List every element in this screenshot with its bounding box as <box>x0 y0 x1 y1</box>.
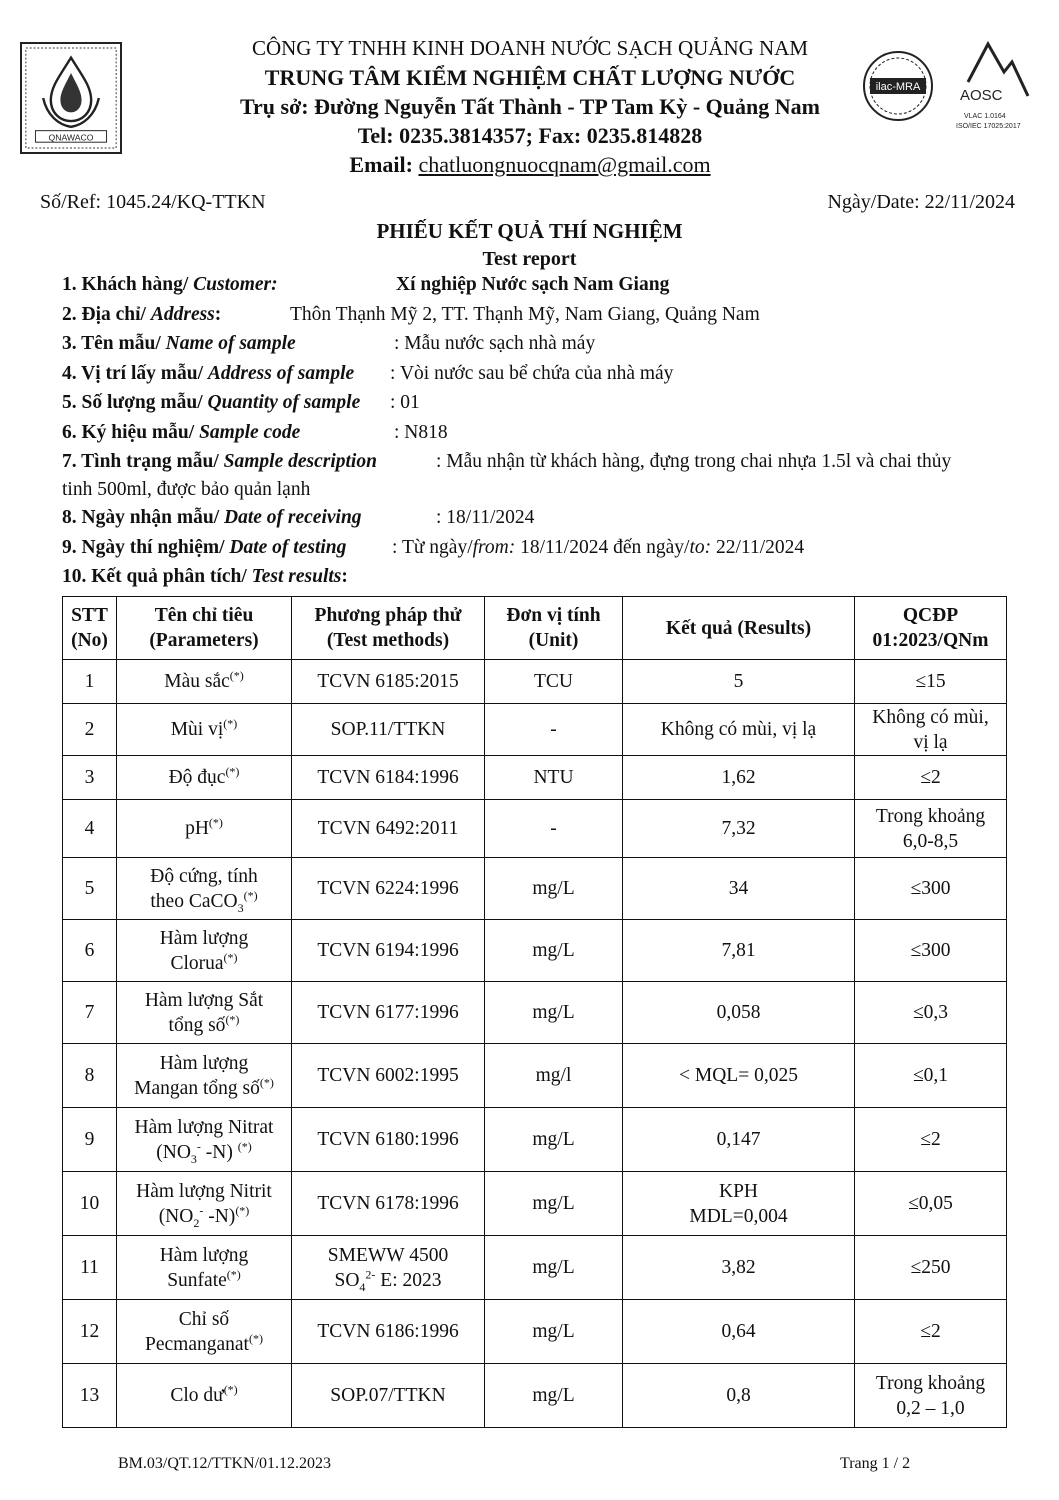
cell-unit: mg/L <box>485 920 623 982</box>
report-date: Ngày/Date: 22/11/2024 <box>827 191 1015 213</box>
contact-email: Email: chatluongnuocqnam@gmail.com <box>349 152 711 177</box>
cell-unit: mg/L <box>485 1300 623 1364</box>
organization-header <box>150 34 910 179</box>
cell-parameter: Màu sắc(*) <box>117 660 292 704</box>
cell-method: TCVN 6185:2015 <box>292 660 485 704</box>
date-testing-value: : Từ ngày/from: 18/11/2024 đến ngày/to: 22/11/2024 <box>392 536 805 558</box>
cell-result: 7,81 <box>623 920 855 982</box>
cell-unit: mg/L <box>485 1108 623 1172</box>
info-sample-quantity: 5. Số lượng mẫu/ Quantity of sample : 01 <box>62 392 420 413</box>
company-logo <box>20 42 122 154</box>
table-row <box>63 704 1007 756</box>
info-date-testing: 9. Ngày thí nghiệm/ Date of testing : Từ ngày/from: 18/11/2024 đến ngày/to: 22/11/2024 <box>62 536 805 558</box>
form-code: BM.03/QT.12/TTKN/01.12.2023 <box>118 1455 332 1472</box>
office-address: Trụ sở: Đường Nguyễn Tất Thành - TP Tam Kỳ - Quảng Nam <box>240 94 820 119</box>
info-date-received: 8. Ngày nhận mẫu/ Date of receiving : 18/11/2024 <box>62 507 535 528</box>
svg-text:AOSC: AOSC <box>960 87 1003 104</box>
info-sample-description: 7. Tình trạng mẫu/ Sample description : Mẫu nhận từ khách hàng, đựng trong chai nhựa 1.5l và chai thủy tinh 500ml, được bảo quản lạnh <box>62 451 952 500</box>
cell-no: 6 <box>63 920 117 982</box>
cell-no: 8 <box>63 1044 117 1108</box>
cell-parameter: Hàm lượng Nitrit ($NO_2^-$ -N)(*) <box>117 1172 292 1236</box>
cell-method: SOP.11/TTKN <box>292 704 485 756</box>
cell-method: TCVN 6178:1996 <box>292 1172 485 1236</box>
col-header-method: Phương pháp thử (Test methods) <box>292 597 485 660</box>
customer-value: Xí nghiệp Nước sạch Nam Giang <box>396 274 670 295</box>
cell-result: 3,82 <box>623 1236 855 1300</box>
cell-standard: ≤2 <box>855 756 1007 800</box>
title-en: Test report <box>482 248 577 270</box>
aosc-logo-icon <box>956 44 1028 130</box>
cell-no: 10 <box>63 1172 117 1236</box>
info-customer: 1. Khách hàng/ Customer: Xí nghiệp Nước sạch Nam Giang <box>62 274 670 295</box>
cell-unit: - <box>485 800 623 858</box>
cell-result: 0,8 <box>623 1364 855 1428</box>
sample-description-continued: tinh 500ml, được bảo quản lạnh <box>62 479 311 500</box>
cell-method: TCVN 6224:1996 <box>292 858 485 920</box>
cell-parameter: Hàm lượng Clorua(*) <box>117 920 292 982</box>
cell-result: 1,62 <box>623 756 855 800</box>
cell-method: TCVN 6180:1996 <box>292 1108 485 1172</box>
cell-no: 1 <box>63 660 117 704</box>
table-row <box>63 756 1007 800</box>
table-row <box>63 1044 1007 1108</box>
cell-result: < MQL= 0,025 <box>623 1044 855 1108</box>
cell-parameter: Hàm lượng Nitrat ($NO_3^-$ -N) (*) <box>117 1108 292 1172</box>
info-sample-code: 6. Ký hiệu mẫu/ Sample code : N818 <box>62 421 448 443</box>
report-title <box>0 217 1059 273</box>
cell-method: TCVN 6492:2011 <box>292 800 485 858</box>
sample-info <box>62 274 1022 596</box>
cell-unit: mg/L <box>485 1364 623 1428</box>
address-value: Thôn Thạnh Mỹ 2, TT. Thạnh Mỹ, Nam Giang, Quảng Nam <box>290 303 760 325</box>
cell-no: 2 <box>63 704 117 756</box>
cell-parameter: Hàm lượng Mangan tổng số(*) <box>117 1044 292 1108</box>
cell-no: 4 <box>63 800 117 858</box>
cell-standard: ≤0,3 <box>855 982 1007 1044</box>
table-row <box>63 1300 1007 1364</box>
cell-no: 5 <box>63 858 117 920</box>
cell-parameter: Hàm lượng Sunfate(*) <box>117 1236 292 1300</box>
cell-parameter: Mùi vị(*) <box>117 704 292 756</box>
table-row <box>63 660 1007 704</box>
cell-unit: mg/l <box>485 1044 623 1108</box>
col-header-parameter: Tên chỉ tiêu (Parameters) <box>117 597 292 660</box>
svg-text:VLAC 1.0164: VLAC 1.0164 <box>964 113 1006 120</box>
cell-parameter: Chỉ số Pecmanganat(*) <box>117 1300 292 1364</box>
cell-method: TCVN 6194:1996 <box>292 920 485 982</box>
cell-standard: Không có mùi, vị lạ <box>855 704 1007 756</box>
water-drop-logo-icon <box>22 44 120 152</box>
svg-text:ilac-MRA: ilac-MRA <box>875 81 921 93</box>
sample-location-value: : Vòi nước sau bể chứa của nhà máy <box>390 362 674 384</box>
table-row <box>63 1108 1007 1172</box>
cell-unit: mg/L <box>485 1236 623 1300</box>
center-name: TRUNG TÂM KIỂM NGHIỆM CHẤT LƯỢNG NƯỚC <box>264 65 796 90</box>
cell-standard: ≤2 <box>855 1108 1007 1172</box>
cell-method: TCVN 6186:1996 <box>292 1300 485 1364</box>
results-table <box>62 596 1007 1428</box>
cell-method: TCVN 6177:1996 <box>292 982 485 1044</box>
title-vi: PHIẾU KẾT QUẢ THÍ NGHIỆM <box>376 219 683 243</box>
cell-standard: ≤15 <box>855 660 1007 704</box>
col-header-standard: QCĐP 01:2023/QNm <box>855 597 1007 660</box>
email-link[interactable]: chatluongnuocqnam@gmail.com <box>418 152 711 177</box>
info-sample-name: 3. Tên mẫu/ Name of sample : Mẫu nước sạch nhà máy <box>62 333 596 354</box>
cell-standard: ≤0,1 <box>855 1044 1007 1108</box>
cell-no: 12 <box>63 1300 117 1364</box>
cell-unit: mg/L <box>485 858 623 920</box>
cell-no: 7 <box>63 982 117 1044</box>
cell-standard: ≤300 <box>855 920 1007 982</box>
table-row <box>63 800 1007 858</box>
table-header-row <box>63 597 1007 660</box>
cell-result: Không có mùi, vị lạ <box>623 704 855 756</box>
cell-method: SMEWW 4500 $SO_4^{2-}$ E: 2023 <box>292 1236 485 1300</box>
cell-result: 0,058 <box>623 982 855 1044</box>
cell-result: 0,147 <box>623 1108 855 1172</box>
sample-quantity-value: : 01 <box>390 392 420 413</box>
cell-unit: mg/L <box>485 1172 623 1236</box>
col-header-result: Kết quả (Results) <box>623 597 855 660</box>
cell-no: 3 <box>63 756 117 800</box>
cell-method: TCVN 6002:1995 <box>292 1044 485 1108</box>
cell-result: 0,64 <box>623 1300 855 1364</box>
cell-standard: Trong khoảng 0,2 – 1,0 <box>855 1364 1007 1428</box>
cell-unit: - <box>485 704 623 756</box>
cell-parameter: pH(*) <box>117 800 292 858</box>
sample-description-value: : Mẫu nhận từ khách hàng, đựng trong chai nhựa 1.5l và chai thủy <box>436 451 952 472</box>
cell-no: 13 <box>63 1364 117 1428</box>
cell-standard: ≤2 <box>855 1300 1007 1364</box>
table-row <box>63 1364 1007 1428</box>
cell-no: 9 <box>63 1108 117 1172</box>
col-header-no: STT (No) <box>63 597 117 660</box>
sample-code-value: : N818 <box>394 421 448 443</box>
table-row <box>63 982 1007 1044</box>
cell-unit: NTU <box>485 756 623 800</box>
cell-result: KPH MDL=0,004 <box>623 1172 855 1236</box>
cell-unit: TCU <box>485 660 623 704</box>
svg-text:QNAWACO: QNAWACO <box>48 132 94 143</box>
cell-standard: ≤0,05 <box>855 1172 1007 1236</box>
cell-no: 11 <box>63 1236 117 1300</box>
cell-standard: ≤250 <box>855 1236 1007 1300</box>
table-row <box>63 1236 1007 1300</box>
cell-unit: mg/L <box>485 982 623 1044</box>
table-row <box>63 858 1007 920</box>
cell-method: SOP.07/TTKN <box>292 1364 485 1428</box>
reference-number: Số/Ref: 1045.24/KQ-TTKN <box>40 191 266 213</box>
cell-method: TCVN 6184:1996 <box>292 756 485 800</box>
contact-phone: Tel: 0235.3814357; Fax: 0235.814828 <box>357 123 703 148</box>
col-header-unit: Đơn vị tính (Unit) <box>485 597 623 660</box>
cell-parameter: Độ đục(*) <box>117 756 292 800</box>
table-row <box>63 1172 1007 1236</box>
page-number: Trang 1 / 2 <box>840 1455 911 1472</box>
cell-standard: ≤300 <box>855 858 1007 920</box>
info-test-results-heading: 10. Kết quả phân tích/ Test results: <box>62 566 348 587</box>
sample-name-value: : Mẫu nước sạch nhà máy <box>394 333 596 354</box>
cell-parameter: Độ cứng, tính theo CaCO$_3$(*) <box>117 858 292 920</box>
company-name: CÔNG TY TNHH KINH DOANH NƯỚC SẠCH QUẢNG NAM <box>251 36 809 60</box>
cell-parameter: Hàm lượng Sắt tổng số(*) <box>117 982 292 1044</box>
info-address: 2. Địa chỉ/ Address: Thôn Thạnh Mỹ 2, TT. Thạnh Mỹ, Nam Giang, Quảng Nam <box>62 303 760 325</box>
cell-parameter: Clo dư(*) <box>117 1364 292 1428</box>
cell-result: 34 <box>623 858 855 920</box>
table-row <box>63 920 1007 982</box>
cell-standard: Trong khoảng 6,0-8,5 <box>855 800 1007 858</box>
cell-result: 5 <box>623 660 855 704</box>
date-received-value: : 18/11/2024 <box>436 507 535 528</box>
svg-text:ISO/IEC 17025:2017: ISO/IEC 17025:2017 <box>956 123 1021 130</box>
cell-result: 7,32 <box>623 800 855 858</box>
info-sample-location: 4. Vị trí lấy mẫu/ Address of sample : Vòi nước sau bể chứa của nhà máy <box>62 362 674 384</box>
